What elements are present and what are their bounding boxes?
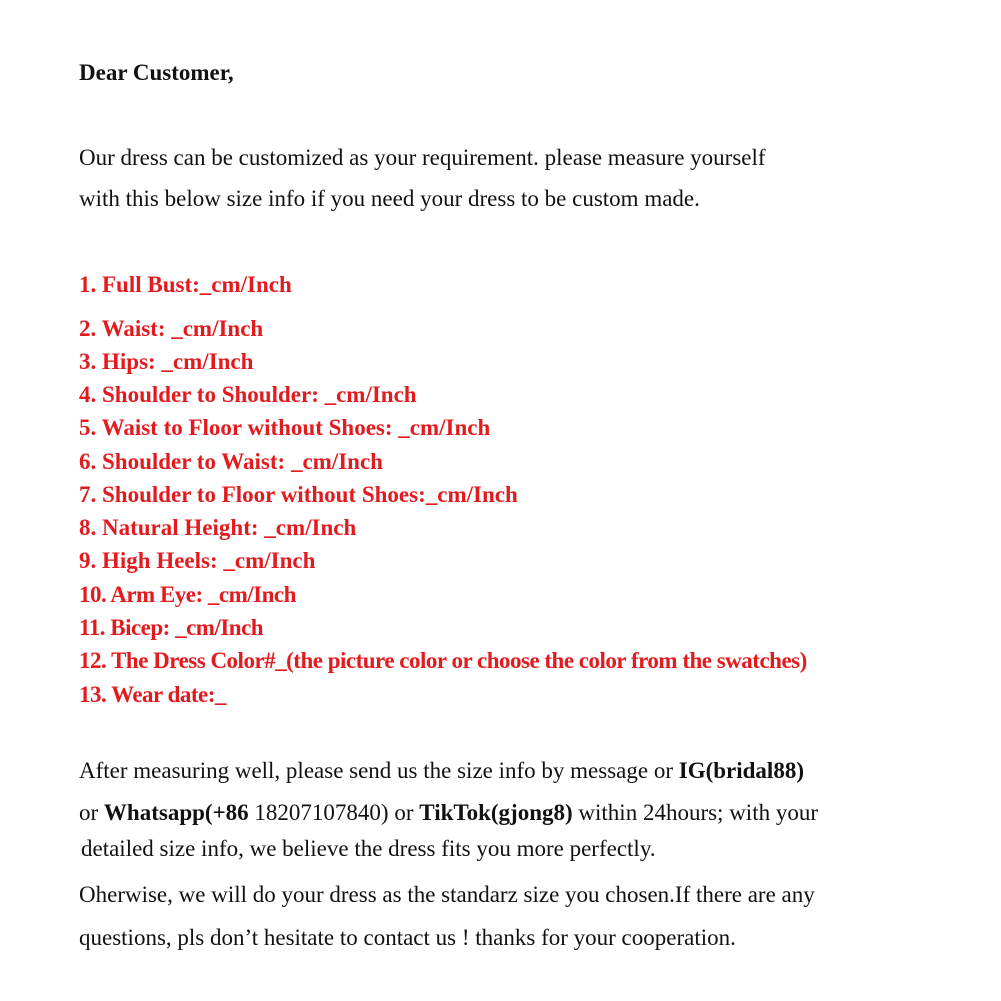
contact-intro-text: After measuring well, please send us the size info by message or xyxy=(79,758,679,783)
contact-line-3: detailed size info, we believe the dress fits you more perfectly. xyxy=(81,836,656,861)
contact-line-2 xyxy=(79,800,818,826)
measurement-item-bicep: 11. Bicep: _cm/Inch xyxy=(79,615,264,640)
measurement-item-full-bust: 1. Full Bust:_cm/Inch xyxy=(79,272,292,297)
instagram-handle: IG(bridal88) xyxy=(678,758,804,783)
contact-rest-text: within 24hours; with your xyxy=(572,800,819,825)
or-text: or xyxy=(79,800,104,825)
or-text: or xyxy=(388,800,420,825)
measurement-item-waist: 2. Waist: _cm/Inch xyxy=(79,316,264,341)
greeting-heading: Dear Customer, xyxy=(79,60,234,85)
measurement-item-shoulder-to-shoulder: 4. Shoulder to Shoulder: _cm/Inch xyxy=(79,382,417,407)
intro-line-1: Our dress can be customized as your requirement. please measure yourself xyxy=(79,145,766,170)
intro-line-2: with this below size info if you need your dress to be custom made. xyxy=(79,186,700,211)
measurement-item-high-heels: 9. High Heels: _cm/Inch xyxy=(79,548,316,573)
measurement-item-natural-height: 8. Natural Height: _cm/Inch xyxy=(79,515,357,540)
closing-line-1: Oherwise, we will do your dress as the standarz size you chosen.If there are any xyxy=(79,882,815,907)
measurement-item-shoulder-to-floor: 7. Shoulder to Floor without Shoes:_cm/Inch xyxy=(79,482,518,507)
measurement-item-dress-color: 12. The Dress Color#_(the picture color or choose the color from the swatches) xyxy=(79,648,807,673)
contact-line-1 xyxy=(79,758,804,784)
whatsapp-label: Whatsapp(+86 xyxy=(103,800,255,825)
tiktok-handle: TikTok(gjong8) xyxy=(419,800,573,825)
whatsapp-number: 18207107840) xyxy=(254,800,389,825)
closing-line-2: questions, pls don’t hesitate to contact us ! thanks for your cooperation. xyxy=(79,925,736,950)
measurement-item-waist-to-floor: 5. Waist to Floor without Shoes: _cm/Inch xyxy=(79,415,491,440)
measurement-item-arm-eye: 10. Arm Eye: _cm/Inch xyxy=(79,582,296,607)
measurement-item-hips: 3. Hips: _cm/Inch xyxy=(79,349,254,374)
measurement-item-shoulder-to-waist: 6. Shoulder to Waist: _cm/Inch xyxy=(79,449,383,474)
measurement-item-wear-date: 13. Wear date:_ xyxy=(79,682,226,707)
